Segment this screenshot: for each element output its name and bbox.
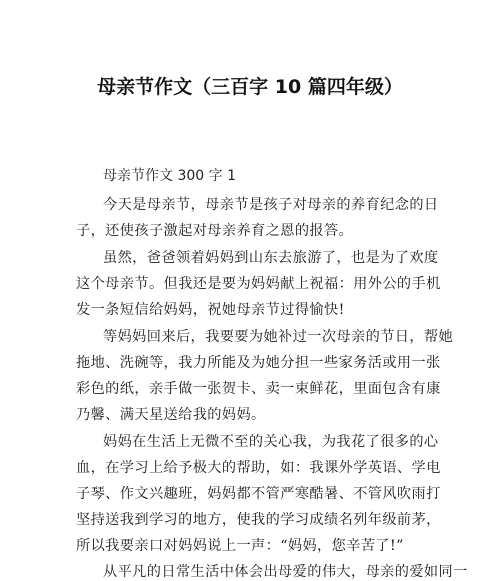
paragraph-line: 这个母亲节。但我还是要为妈妈献上祝福：用外公的手机 bbox=[76, 276, 441, 292]
paragraph-line: 拖地、洗碗等，我力所能及为她分担一些家务活或用一张 bbox=[76, 355, 441, 371]
paragraph-line: 妈妈在生活上无微不至的关心我，为我花了很多的心 bbox=[103, 434, 439, 450]
paragraph-line: 坚持送我到学习的地方，使我的学习成绩名列年级前茅， bbox=[76, 512, 441, 528]
paragraph-line: 虽然，爸爸领着妈妈到山东去旅游了，也是为了欢度 bbox=[103, 250, 439, 266]
paragraph-line: 子琴、作文兴趣班，妈妈都不管严寒酷暑、不管风吹雨打 bbox=[76, 486, 441, 502]
paragraph-line: 血，在学习上给予极大的帮助，如：我课外学英语、学电 bbox=[76, 460, 441, 476]
document-title: 母亲节作文（三百字 10 篇四年级） bbox=[97, 76, 403, 98]
paragraph-line: 今天是母亲节，母亲节是孩子对母亲的养育纪念的日 bbox=[103, 197, 439, 213]
paragraph-line: 子，还使孩子激起对母亲养育之恩的报答。 bbox=[76, 223, 354, 239]
paragraph-line: 从平凡的日常生活中体会出母爱的伟大，母亲的爱如同一 bbox=[103, 564, 468, 580]
essay-heading: 母亲节作文 300 字 1 bbox=[103, 168, 236, 184]
paragraph-line: 彩色的纸，亲手做一张贺卡、卖一束鲜花，里面包含有康 bbox=[76, 381, 441, 397]
paragraph-line: 等妈妈回来后，我要要为她补过一次母亲的节日，帮她 bbox=[103, 329, 454, 345]
paragraph-line: 所以我要亲口对妈妈说上一声：“妈妈，您辛苦了!” bbox=[76, 538, 404, 554]
paragraph-line: 乃馨、满天星送给我的妈妈。 bbox=[76, 407, 266, 423]
paragraph-line: 发一条短信给妈妈，祝她母亲节过得愉快! bbox=[76, 302, 345, 318]
